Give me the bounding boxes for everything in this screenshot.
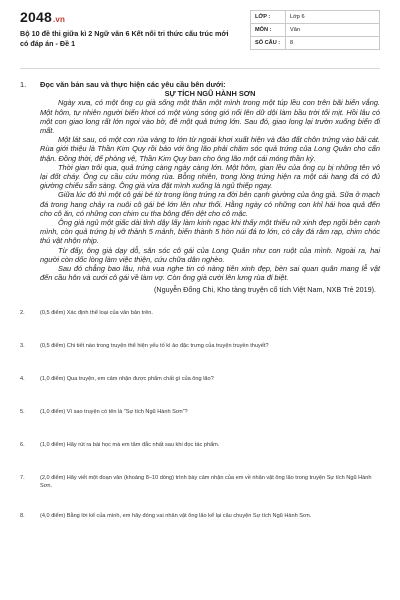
document-title: Bộ 10 đề thi giữa kì 2 Ngữ văn 6 Kết nối tri thức cấu trúc mới có đáp án - Đề 1 — [20, 29, 229, 48]
meta-key: LỚP : — [251, 11, 286, 24]
question-text: (2,0 điểm) Hãy viết một đoạn văn (khoảng 8–10 dòng) trình bày cảm nhận của em về nhân vật ông lão trong truyện Sự tích Ngũ Hành Sơn. — [40, 474, 372, 489]
story-paragraph: Giữa lúc đó thì một cô gái bé từ trong lòng trứng ra đời bên cạnh giường của ông già. Sữa ở mạch đá trong hang chảy ra nuôi cô gái bé lớn lên như thổi. Hằng ngày có những con khỉ hái hoa quả đến cho cô ăn, có những con chim cu tha bông đến dệt cho cô mặc. — [40, 190, 380, 218]
story-paragraph: Sau đó chẳng bao lâu, nhà vua nghe tin có nàng tiên xinh đẹp, bèn sai quan quân mang lễ vật đến cầu hôn và cưới cô gái về làm vợ. Còn ông già cười lên lưng rùa đi biệt. — [40, 264, 380, 283]
question-4 — [20, 375, 380, 408]
story-paragraph: Ông già ngủ một giấc dài tỉnh dậy lấy làm kinh ngạc khi thấy một thiếu nữ xinh đẹp ngồi bên cạnh mình, còn quả trứng bị vỡ thành 5 mảnh, biến thành 5 hòn núi đá to lớn, có cây đá râm rạp, chim chóc thú vật nhộn nhịp. — [40, 218, 380, 246]
question-7 — [20, 474, 380, 512]
question-number: 4. — [20, 375, 25, 382]
story-paragraph: Từ đấy, ông già dạy dỗ, săn sóc cô gái của Long Quân như con ruột của mình. Ngoài ra, hai người còn dốc lòng làm việc thiện, cứu chữa dân nghèo. — [40, 245, 380, 264]
question-text: (1,0 điểm) Hãy rút ra bài học mà em tâm đắc nhất sau khi đọc tác phẩm. — [40, 441, 220, 448]
question-text: (4,0 điểm) Bằng lời kể của mình, em hãy đóng vai nhân vật ông lão kể lại câu chuyện Sự tích Ngũ Hành Sơn. — [40, 512, 312, 519]
question-1 — [20, 80, 380, 295]
meta-table — [250, 10, 380, 50]
question-number: 8. — [20, 512, 25, 519]
site-logo[interactable] — [20, 9, 65, 25]
story-paragraph: Một lát sau, có một con rùa vàng to lớn từ ngoài khơi xuất hiện và đào đất chôn trứng vào bãi cát. Rùa giới thiệu là Thần Kim Quy rồi bảo với ông lão phải chăm sóc quả trứng của Long Quân cho cẩn thận. Đồng thời, để phòng vệ, Thần Kim Quy ban cho ông lão một cái móng thần kỳ. — [40, 135, 380, 163]
meta-value: Văn — [286, 24, 380, 37]
question-2 — [20, 309, 380, 342]
question-list — [20, 309, 380, 545]
question-text: (0,5 điểm) Xác định thể loại của văn bản trên. — [40, 309, 153, 316]
story-paragraph: Ngày xưa, có một ông cụ già sống một thân một mình trong một túp lều con trên bãi biển vắng. Một hôm, tự nhiên người biển khơi có một vùng sóng gió nổi lên dữ dội làm bầu trời tối mịt. Hồi lâu có một con giao long rất lớn ngoi vào bờ, đẻ một quả trứng lớn. Sau đó, giao long lại trườn xuống biển đi mất. — [40, 98, 380, 136]
question-3 — [20, 342, 380, 375]
question-number: 3. — [20, 342, 25, 349]
question-6 — [20, 441, 380, 474]
question-number: 2. — [20, 309, 25, 316]
header — [0, 0, 400, 62]
question-heading: Đọc văn bản sau và thực hiện các yêu cầu bên dưới: — [40, 80, 226, 89]
question-text: (1,0 điểm) Qua truyện, em cảm nhận được phẩm chất gì của ông lão? — [40, 375, 214, 382]
meta-row-count — [251, 37, 380, 50]
meta-row-class — [251, 11, 380, 24]
meta-row-subject — [251, 24, 380, 37]
question-5 — [20, 408, 380, 441]
question-8 — [20, 512, 380, 545]
story-source: (Nguyễn Đổng Chi, Kho tàng truyện cổ tích Việt Nam, NXB Trẻ 2019). — [154, 285, 376, 295]
question-body — [40, 80, 380, 295]
meta-value: 8 — [286, 37, 380, 50]
question-number: 1. — [20, 80, 27, 89]
logo-suffix: .vn — [52, 15, 66, 24]
question-number: 5. — [20, 408, 25, 415]
exam-content — [20, 80, 380, 545]
meta-value: Lớp 6 — [286, 11, 380, 24]
question-number: 6. — [20, 441, 25, 448]
meta-key: MÔN : — [251, 24, 286, 37]
question-text: (0,5 điểm) Chi tiết nào trong truyện thể hiện yếu tố kì ảo đặc trưng của truyện truyền thuyết? — [40, 342, 269, 349]
story-title: SỰ TÍCH NGŨ HÀNH SƠN — [164, 89, 256, 99]
logo-main: 2048 — [20, 9, 52, 25]
meta-key: SỐ CÂU : — [251, 37, 286, 50]
story-paragraph: Thời gian trôi qua, quả trứng càng ngày càng lớn. Một hôm, gian lều của ông cụ bị những tên vô lại đốt cháy. Ông cụ cầu cứu móng rùa. Bỗng nhiên, trong lòng trứng hiện ra một cái hang đá có đủ giường chiếu sẵn sàng. Ông già vừa đặt mình xuống là ngủ thiếp ngay. — [40, 162, 380, 191]
question-text: (1,0 điểm) Vì sao truyện có tên là “Sự tích Ngũ Hành Sơn”? — [40, 408, 188, 415]
question-number: 7. — [20, 474, 25, 481]
header-divider — [20, 68, 380, 69]
